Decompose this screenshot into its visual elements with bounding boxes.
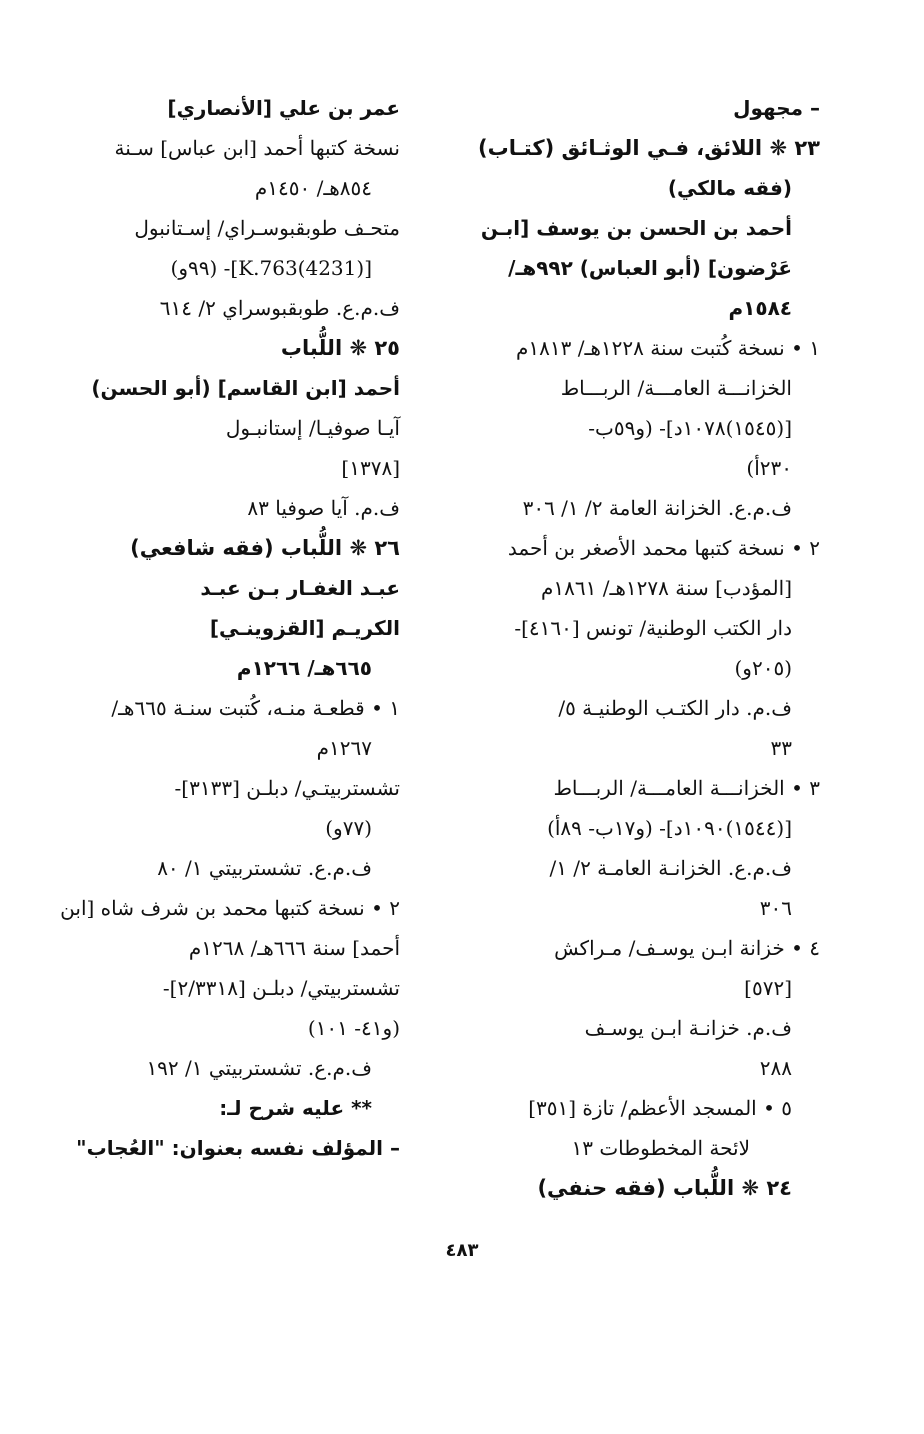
manuscript-folios: (٢٠٥و)	[734, 656, 792, 680]
catalogue-reference: ٣٠٦	[759, 896, 792, 920]
catalogue-reference: ف.م.ع. تشستربيتي ١/ ٨٠	[157, 856, 372, 880]
entry-author: عمر بن علي [الأنصاري]	[167, 96, 400, 120]
entry-title: ٢٣ ❋ اللائق، فـي الوثـائق (كتـاب)	[478, 136, 820, 160]
entry-title: ٢٦ ❋ اللُّباب (فقه شافعي)	[130, 536, 400, 560]
manuscript-shelfmark: [١٣٧٨]	[341, 456, 400, 480]
manuscript-location: آيـا صوفيـا/ إستانبـول	[225, 416, 400, 440]
catalogue-reference: ف.م.ع. الخزانـة العامـة ٢/ ١/	[549, 856, 792, 880]
left-column	[60, 88, 400, 1168]
manuscript-item: ٤ • خزانة ابـن يوسـف/ مـراكش	[554, 936, 820, 960]
manuscript-date: ١٢٦٧م	[316, 736, 372, 760]
catalogue-reference: ٣٣	[770, 736, 792, 760]
catalogue-reference: ف.م.ع. تشستربيتي ١/ ١٩٢	[146, 1056, 372, 1080]
manuscript-folios: (و٤١- ١٠١)	[307, 1016, 400, 1040]
manuscript-copyist: نسخة كتبها أحمد [ابن عباس] سـنة	[114, 136, 400, 160]
entry-author-date: ١٥٨٤م	[728, 296, 792, 320]
right-column	[478, 88, 820, 1208]
manuscript-shelfmark: [(١٥٤٤)١٠٩٠د]- (و١٧ب- ٨٩أ)	[547, 816, 792, 840]
manuscript-item: ٢ • نسخة كتبها محمد الأصغر بن أحمد	[507, 536, 820, 560]
catalogue-reference: ف.م. دار الكتـب الوطنيـة ٥/	[558, 696, 792, 720]
catalogue-reference: لائحة المخطوطات ١٣	[571, 1136, 750, 1160]
catalogue-reference: ف.م. خزانـة ابـن يوسـف	[584, 1016, 792, 1040]
manuscript-folios: ٢٣٠أ)	[746, 456, 792, 480]
manuscript-location: تشستربيتي/ دبلـن [٢/٣٣١٨]-	[162, 976, 400, 1000]
manuscript-item: ٢ • نسخة كتبها محمد بن شرف شاه [ابن	[60, 896, 400, 920]
entry-author-date: ٦٦٥هـ/ ١٢٦٦م	[236, 656, 372, 680]
manuscript-shelfmark: [K.763(4231)]- (٩٩و)	[170, 256, 372, 280]
manuscript-date: ٨٥٤هـ/ ١٤٥٠م	[254, 176, 372, 200]
catalogue-reference: ف.م.ع. الخزانة العامة ٢/ ١/ ٣٠٦	[522, 496, 792, 520]
manuscript-item: ٥ • المسجد الأعظم/ تازة [٣٥١]	[528, 1096, 792, 1120]
manuscript-location: متحـف طوبقبوسـراي/ إسـتانبول	[134, 216, 400, 240]
catalogue-reference: ٢٨٨	[759, 1056, 792, 1080]
commentary-item: – المؤلف نفسه بعنوان: "العُجاب"	[76, 1136, 400, 1160]
manuscript-shelfmark: [(١٥٤٥)١٠٧٨د]- (و٥٩ب-	[588, 416, 792, 440]
catalogue-reference: ف.م.ع. طوبقبوسراي ٢/ ٦١٤	[159, 296, 400, 320]
catalogue-reference: ف.م. آيا صوفيا ٨٣	[247, 496, 400, 520]
entry-title: ٢٥ ❋ اللُّباب	[280, 336, 400, 360]
manuscript-location: تشستربيتـي/ دبلـن [٣١٣٣]-	[174, 776, 400, 800]
manuscript-copyist: أحمد] سنة ٦٦٦هـ/ ١٢٦٨م	[188, 936, 400, 960]
manuscript-item: ٣ • الخزانـــة العامـــة/ الربـــاط	[553, 776, 820, 800]
entry-subject: (فقه مالكي)	[667, 176, 792, 200]
manuscript-shelfmark: [٥٧٢]	[744, 976, 792, 1000]
manuscript-folios: (٧٧و)	[325, 816, 372, 840]
manuscript-location: دار الكتب الوطنية/ تونس [٤١٦٠]-	[514, 616, 792, 640]
manuscript-copyist: [المؤدب] سنة ١٢٧٨هـ/ ١٨٦١م	[541, 576, 792, 600]
entry-title: ٢٤ ❋ اللُّباب (فقه حنفي)	[537, 1176, 792, 1200]
page-number: ٤٨٣	[445, 1240, 479, 1261]
entry-author: الكريـم [القزوينـي]	[209, 616, 400, 640]
entry-author: عَرْضون] (أبو العباس) ٩٩٢هـ/	[508, 256, 792, 280]
manuscript-location: الخزانـــة العامـــة/ الربـــاط	[560, 376, 792, 400]
manuscript-item: ١ • نسخة كُتبت سنة ١٢٢٨هـ/ ١٨١٣م	[516, 336, 820, 360]
entry-author: أحمد [ابن القاسم] (أبو الحسن)	[91, 376, 400, 400]
entry-author: أحمد بن الحسن بن يوسف [ابـن	[480, 216, 792, 240]
entry-author: عبـد الغفـار بـن عبـد	[200, 576, 400, 600]
commentary-heading: ** عليه شرح لـ:	[219, 1096, 372, 1120]
manuscript-item: ١ • قطعـة منـه، كُتبت سنـة ٦٦٥هـ/	[111, 696, 400, 720]
entry-line: – مجهول	[733, 96, 820, 120]
